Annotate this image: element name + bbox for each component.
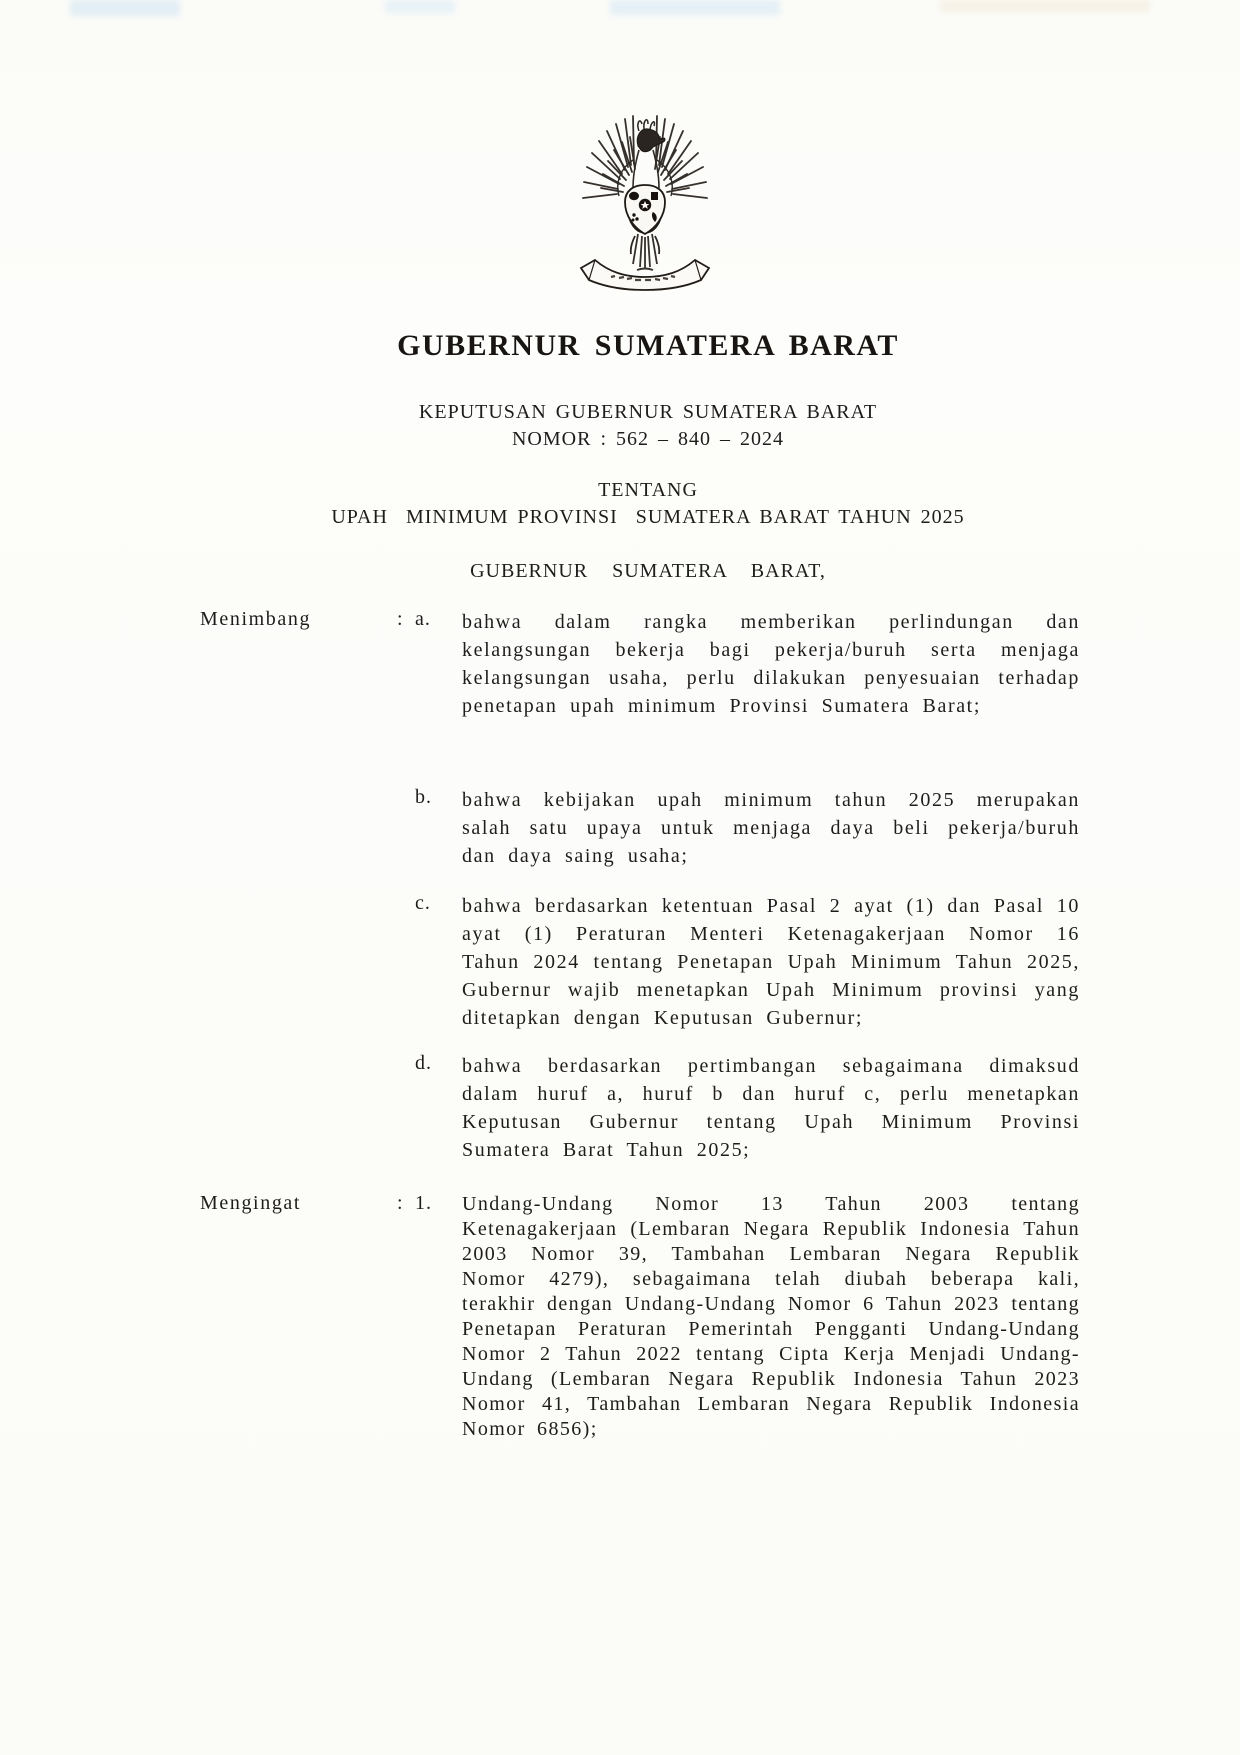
item-text-a: bahwa dalam rangka memberikan perlindungan dan kelangsungan bekerja bagi pekerja/buruh serta menjaga kelangsungan usaha, perlu dilakukan penyesuaian terhadap penetapan upah minimum Provinsi Sumatera Barat; xyxy=(462,611,1080,717)
item-text-d: bahwa berdasarkan pertimbangan sebagaimana dimaksud dalam huruf a, huruf b dan huruf c, perlu menetapkan Keputusan Gubernur tentang Upah Minimum Provinsi Sumatera Barat Tahun 2025; xyxy=(462,1055,1080,1161)
page-title: GUBERNUR SUMATERA BARAT xyxy=(397,329,899,362)
scan-artifact xyxy=(940,0,1150,12)
item-text-b: bahwa kebijakan upah minimum tahun 2025 merupakan salah satu upaya untuk menjaga daya beli pekerja/buruh dan daya saing usaha; xyxy=(462,789,1080,867)
item-marker-a: a. xyxy=(415,608,431,630)
decree-subject: UPAH MINIMUM PROVINSI SUMATERA BARAT TAHUN 2025 xyxy=(331,506,965,528)
decree-type-line: KEPUTUSAN GUBERNUR SUMATERA BARAT xyxy=(418,401,878,423)
considerations-label: Menimbang xyxy=(200,608,312,630)
garuda-pancasila-emblem xyxy=(575,112,715,292)
scan-artifact xyxy=(385,0,455,13)
legal-basis-label: Mengingat xyxy=(200,1192,302,1214)
scan-artifact xyxy=(610,0,780,15)
item-marker-d: d. xyxy=(415,1052,432,1074)
item-marker-1: 1. xyxy=(415,1192,432,1214)
garuda-eagle-icon xyxy=(575,112,715,292)
item-marker-b: b. xyxy=(415,786,432,808)
scan-artifact xyxy=(70,0,180,16)
about-label: TENTANG xyxy=(598,479,698,501)
item-text-c: bahwa berdasarkan ketentuan Pasal 2 ayat (1) dan Pasal 10 ayat (1) Peraturan Menteri Ketenagakerjaan Nomor 16 Tahun 2024 tentang Penetapan Upah Minimum Tahun 2025, Gubernur wajib menetapkan Upah Minimum provinsi yang ditetapkan dengan Keputusan Gubernur; xyxy=(462,895,1080,1029)
decree-number: NOMOR : 562 – 840 – 2024 xyxy=(511,428,784,450)
colon-separator: : xyxy=(397,1192,403,1214)
item-marker-c: c. xyxy=(415,892,431,914)
colon-separator: : xyxy=(397,608,403,630)
issuer-salutation: GUBERNUR SUMATERA BARAT, xyxy=(470,560,826,582)
item-text-1: Undang-Undang Nomor 13 Tahun 2003 tentang Ketenagakerjaan (Lembaran Negara Republik Indonesia Tahun 2003 Nomor 39, Tambahan Lembaran Negara Republik Nomor 4279), sebagaimana telah diubah beberapa kali, terakhir dengan Undang-Undang Nomor 6 Tahun 2023 tentang Penetapan Peraturan Pemerintah Pengganti Undang-Undang Nomor 2 Tahun 2022 tentang Cipta Kerja Menjadi Undang-Undang (Lembaran Negara Republik Indonesia Tahun 2023 Nomor 41, Tambahan Lembaran Negara Republik Indonesia Nomor 6856); xyxy=(462,1193,1080,1440)
